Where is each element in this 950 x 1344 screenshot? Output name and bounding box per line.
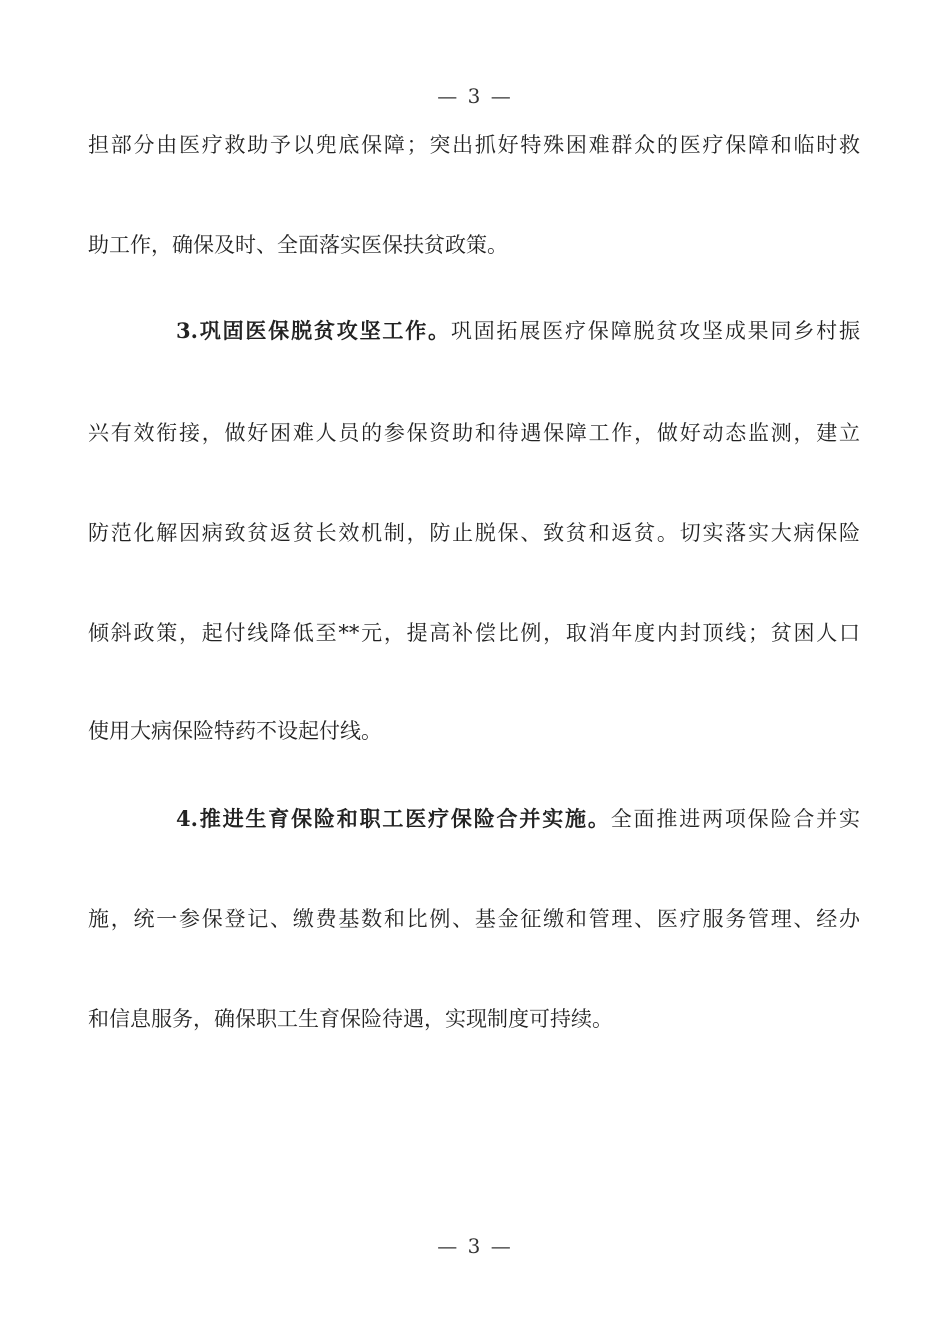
paragraph-line: 施，统一参保登记、缴费基数和比例、基金征缴和管理、医疗服务管理、经办 xyxy=(88,907,860,931)
section-3-line xyxy=(176,316,860,346)
page-number-top: — 3 — xyxy=(437,84,513,108)
section-4-heading: 4.推进生育保险和职工医疗保险合并实施。 xyxy=(176,806,611,831)
paragraph-line: 和信息服务，确保职工生育保险待遇，实现制度可持续。 xyxy=(88,1007,613,1031)
section-3-text: 巩固拓展医疗保障脱贫攻坚成果同乡村振 xyxy=(450,319,861,343)
paragraph-line: 防范化解因病致贫返贫长效机制，防止脱保、致贫和返贫。切实落实大病保险 xyxy=(88,521,860,545)
paragraph-line: 使用大病保险特药不设起付线。 xyxy=(88,719,382,743)
paragraph-line: 倾斜政策，起付线降低至**元，提高补偿比例，取消年度内封顶线；贫困人口 xyxy=(88,621,860,645)
section-3-heading: 3.巩固医保脱贫攻坚工作。 xyxy=(176,318,451,343)
paragraph-line: 助工作，确保及时、全面落实医保扶贫政策。 xyxy=(88,233,508,257)
section-4-line xyxy=(176,804,860,834)
paragraph-line: 兴有效衔接，做好困难人员的参保资助和待遇保障工作，做好动态监测，建立 xyxy=(88,421,860,445)
page-number-bottom: — 3 — xyxy=(437,1234,513,1258)
paragraph-line: 担部分由医疗救助予以兜底保障；突出抓好特殊困难群众的医疗保障和临时救 xyxy=(88,133,860,157)
section-4-text: 全面推进两项保险合并实 xyxy=(610,807,861,831)
